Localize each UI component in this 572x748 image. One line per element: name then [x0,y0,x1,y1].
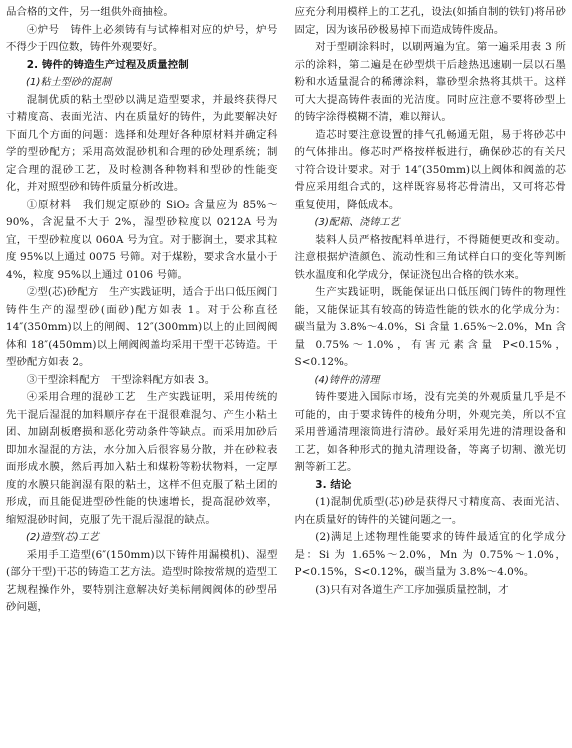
paragraph: ④采用合理的混砂工艺 生产实践证明，采用传统的先干混后湿混的加料顺序存在干混很难混匀、产生小粘土团、加剧刮板磨损和恶化劳动条件等缺点。而采用加砂后即加水湿混的方法，水分加入后很容易分散，并在砂粒表面形成水膜，然后再加入粘土和煤粉等粉状物料，一定厚度的水膜只能润湿有限的粘土，这样不但克服了粘土团的形成，而且能促进型砂性能的快速增长，提高混砂效率，缩短混砂时间，克服了先干混后湿混的缺点。 [6,391,278,526]
paragraph: ③干型涂料配方 干型涂料配方如表 3。 [26,373,216,386]
left-column [6,4,278,748]
paragraph: (3)只有对各道生产工序加强质量控制，才 [315,583,509,596]
right-column [295,4,567,748]
paragraph: 品合格的文件，另一组供外商抽检。 [6,6,174,18]
paragraph: (1)混制优质型(芯)砂是获得尺寸精度高、表面光洁、内在质量好的铸件的关键问题之一。 [294,496,566,526]
paragraph: (2)满足上述物理性能要求的铸件最适宜的化学成分是：Si 为 1.65%～2.0%，Mn 为 0.75%～1.0%，P<0.15%，S<0.12%，碳当量为 3.8%～4.0%。 [294,531,566,578]
paragraph: ①原材料 我们规定原砂的 SiO₂ 含量应为 85%～90%，含泥量不大于 2%，湿型砂粒度以 0212A 号为宜，干型砂粒度以 060A 号为宜。对于膨润土，要求其粒度 95%以上通过 0075 号筛。对于煤粉，要求含水量小于 4%，粒度 95%以上通过 0106 号筛。 [6,198,278,281]
paragraph: ②型(芯)砂配方 生产实践证明，适合于出口低压阀门铸件生产的湿型砂(面砂)配方如表 1。对于公称直径 14″(350mm)以上的闸阀、12″(300mm)以上的止回阀阀体和 18″(450mm)以上闸阀阀盖均采用干型干芯铸造。干型砂配方如表 2。 [6,286,278,368]
paragraph: 混制优质的粘土型砂以满足造型要求，并最终获得尺寸精度高、表面光洁、内在质量好的铸件，为此要解决好下面几个方面的问题：选择和处理好各种原材料并确定科学的型砂配方；采用高效混砂机和合理的砂处理系统；制定合理的混砂工艺，及时检测各种物料和型砂的性能变化，并对照型砂和铸件质量分析改进。 [6,93,278,193]
paragraph: ④炉号 铸件上必须铸有与试棒相对应的炉号，炉号不得少于四位数，铸件外观要好。 [6,23,278,53]
section-heading: 2. 铸件的铸造生产过程及质量控制 [26,58,189,71]
paragraph: 铸件要进入国际市场，没有完美的外观质量几乎是不可能的，由于要求铸件的棱角分明，外观完美，所以不宜采用普通清理滚筒进行清砂。最好采用先进的清理设备和工艺，如各种形式的抛丸清理设备，等离子切割、激光切割等新工艺。 [294,391,566,473]
paragraph: 应充分利用模样上的工艺孔，设法(如插自制的铁钉)将吊砂固定，因为该吊砂极易掉下而造成铸件废品。 [294,6,566,36]
paragraph: 对于型刷涂料时，以刷两遍为宜。第一遍采用表 3 所示的涂料，第二遍是在砂型烘干后趁热迅速刷一层以石墨粉和水适量混合的稀薄涂料，靠砂型余热将其烘干。这样可大大提高铸件表面的光洁度。同时应注意不要将砂型上的铸字涂得模糊不清，难以辩认。 [294,41,566,123]
subsection-heading: (4)铸件的清理 [314,374,380,386]
paragraph: 装料人员严格按配料单进行，不得随便更改和变动。注意根据炉渣颜色、流动性和三角试样白口的变化等判断铁水温度和化学成分，保证浇包出合格的铁水来。 [294,233,566,281]
paragraph: 造芯时要注意设置的排气孔畅通无阻，易于将砂芯中的气体排出。修芯时严格按样板进行，确保砂芯的有关尺寸符合设计要求。对于 14″(350mm)以上阀体和阀盖的芯骨应采用组合式的，这样既容易将芯骨清出，又可将芯骨重复使用，降低成本。 [294,128,566,211]
subsection-heading: (2)造型(芯)工艺 [26,532,99,543]
paragraph: 采用手工造型(6″(150mm)以下铸件用漏模机)、湿型(部分干型)干芯的铸造工艺方法。造型时除按常规的造型工艺规程操作外，要特别注意解决好美标闸阀阀体的砂型吊砂问题， [6,548,278,613]
paragraph: 生产实践证明，既能保证出口低压阀门铸件的物理性能，又能保证其有较高的铸造性能的铁水的化学成分为：碳当量为 3.8%～4.0%，Si 含量 1.65%～2.0%，Mn 含量 0.75%～1.0%，有害元素含量 P<0.15%，S<0.12%。 [294,286,566,368]
section-heading: 3. 结论 [315,478,352,491]
subsection-heading: (1)粘土型砂的混制 [26,77,112,88]
subsection-heading: (3)配箱、浇铸工艺 [314,217,400,228]
